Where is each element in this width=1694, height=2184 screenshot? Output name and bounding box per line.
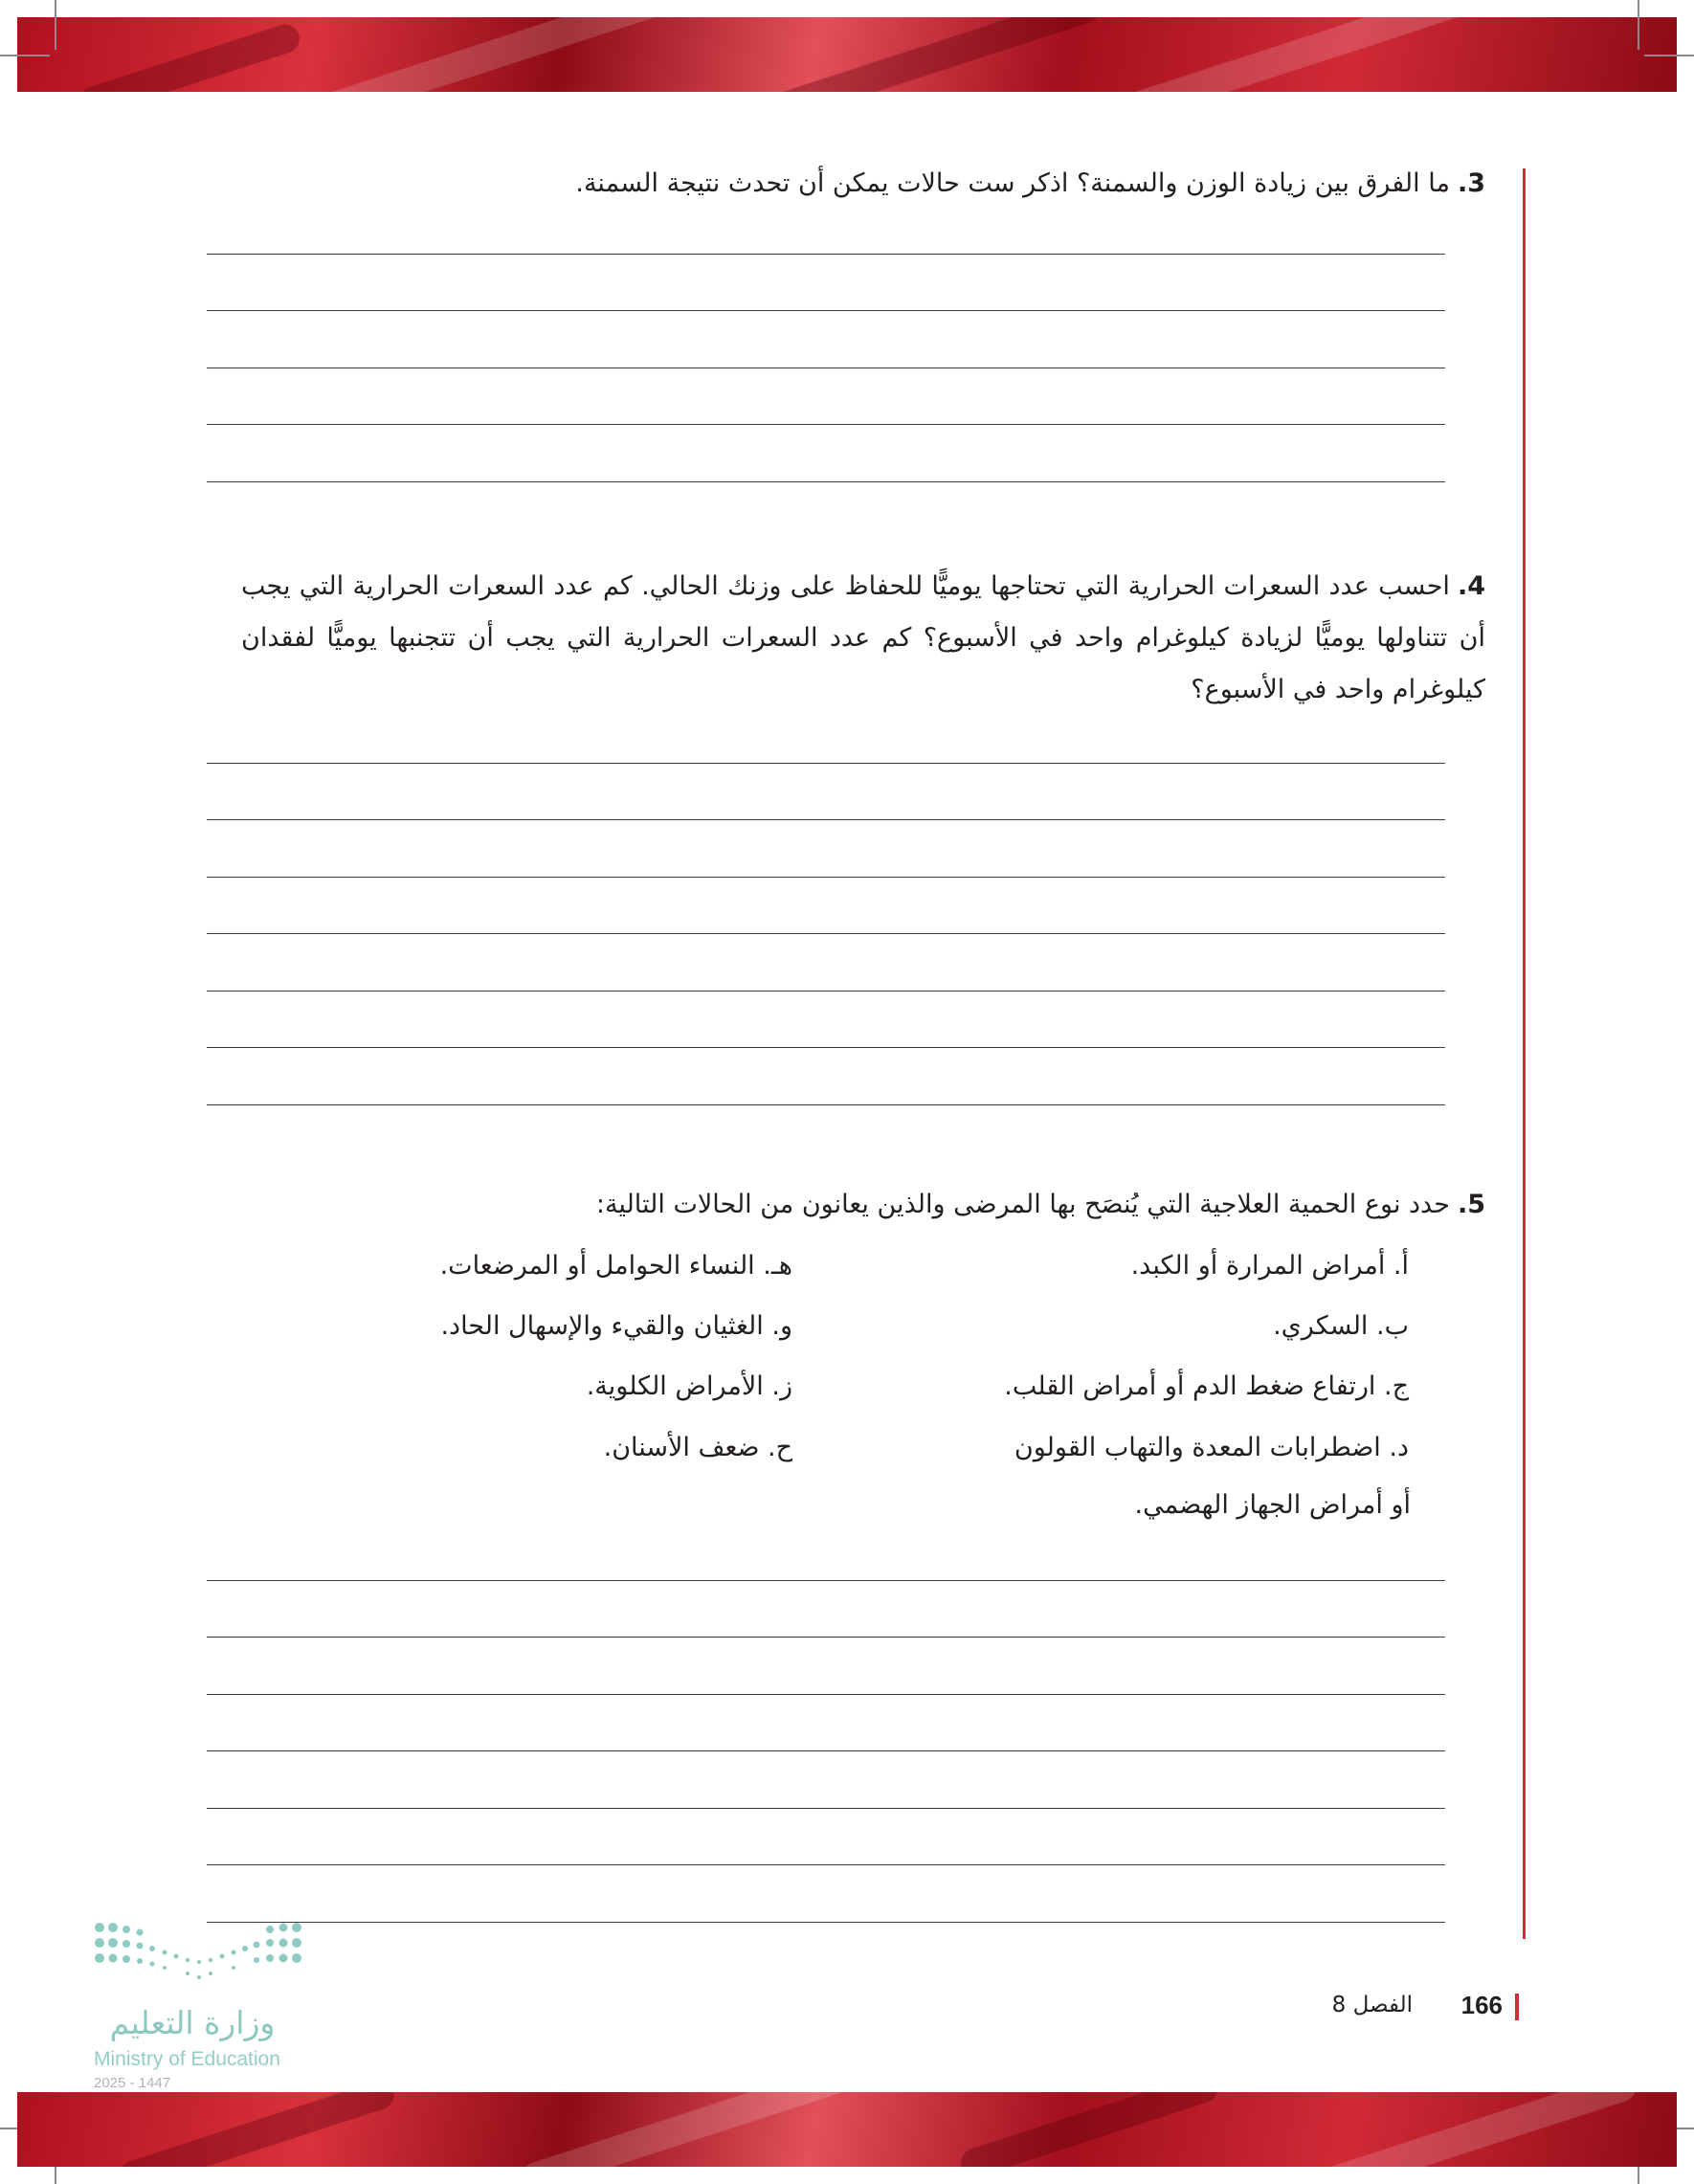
option-d: د. اضطرابات المعدة والتهاب القولون bbox=[1014, 1433, 1409, 1462]
question-3 bbox=[145, 158, 1485, 210]
crop-mark bbox=[55, 0, 56, 50]
question-number: 5. bbox=[1457, 1190, 1485, 1219]
answer-line[interactable] bbox=[207, 1637, 1445, 1638]
answer-line[interactable] bbox=[207, 1922, 1445, 1923]
question-text: ما الفرق بين زيادة الوزن والسمنة؟ اذكر ست حالات يمكن أن تحدث نتيجة السمنة. bbox=[575, 168, 1450, 198]
answer-line[interactable] bbox=[207, 310, 1445, 311]
crop-mark bbox=[1644, 55, 1694, 56]
crop-mark bbox=[0, 55, 50, 56]
bottom-decorative-banner bbox=[17, 2092, 1677, 2167]
margin-accent-bar bbox=[1523, 168, 1526, 1939]
option-e: هـ. النساء الحوامل أو المرضعات. bbox=[439, 1251, 792, 1281]
option-d-continued: أو أمراض الجهاز الهضمي. bbox=[1134, 1490, 1411, 1520]
answer-line[interactable] bbox=[207, 763, 1445, 764]
option-c: ج. ارتفاع ضغط الدم أو أمراض القلب. bbox=[1004, 1371, 1409, 1401]
answer-line[interactable] bbox=[207, 933, 1445, 934]
logo-english-text: Ministry of Education bbox=[94, 2048, 280, 2070]
answer-line[interactable] bbox=[207, 819, 1445, 820]
chapter-label: الفصل 8 bbox=[1331, 1993, 1413, 2017]
question-text: حدد نوع الحمية العلاجية التي يُنصَح بها المرضى والذين يعانون من الحالات التالية: bbox=[595, 1190, 1450, 1219]
answer-line[interactable] bbox=[207, 877, 1445, 878]
ministry-logo bbox=[88, 1918, 318, 2095]
answer-line[interactable] bbox=[207, 254, 1445, 255]
question-number: 3. bbox=[1457, 168, 1485, 198]
top-decorative-banner bbox=[17, 17, 1677, 92]
option-a: أ. أمراض المرارة أو الكبد. bbox=[1130, 1251, 1409, 1281]
page-number-accent bbox=[1515, 1994, 1519, 2020]
answer-line[interactable] bbox=[207, 1808, 1445, 1809]
logo-year: 2025 - 1447 bbox=[94, 2075, 171, 2091]
question-5 bbox=[241, 1179, 1485, 1231]
answer-line[interactable] bbox=[207, 1694, 1445, 1695]
option-h: ح. ضعف الأسنان. bbox=[603, 1433, 792, 1462]
option-b: ب. السكري. bbox=[1273, 1311, 1409, 1341]
answer-line[interactable] bbox=[207, 1750, 1445, 1751]
question-text: احسب عدد السعرات الحرارية التي تحتاجها يوميًّا للحفاظ على وزنك الحالي. كم عدد السعرات الحرارية التي يجب أن تتناولها يوميًّا لزيادة كيلوغرام واحد في الأسبوع؟ كم عدد السعرات الحرارية التي يجب أن تتجنبها يوميًّا لفقدان كيلوغرام واحد في الأسبوع؟ bbox=[241, 571, 1485, 704]
answer-line[interactable] bbox=[207, 1580, 1445, 1581]
answer-line[interactable] bbox=[207, 424, 1445, 425]
option-f: و. الغثيان والقيء والإسهال الحاد. bbox=[440, 1311, 792, 1341]
answer-line[interactable] bbox=[207, 481, 1445, 482]
answer-line[interactable] bbox=[207, 1864, 1445, 1865]
question-4 bbox=[241, 561, 1485, 716]
answer-line[interactable] bbox=[207, 991, 1445, 992]
logo-arabic-text: وزارة التعليم bbox=[109, 2004, 276, 2041]
crop-mark bbox=[1638, 0, 1639, 50]
option-g: ز. الأمراض الكلوية. bbox=[586, 1371, 792, 1401]
page-number: 166 bbox=[1460, 1991, 1503, 2019]
question-number: 4. bbox=[1457, 571, 1485, 601]
answer-line[interactable] bbox=[207, 1047, 1445, 1048]
answer-line[interactable] bbox=[207, 1104, 1445, 1105]
logo-dots-icon bbox=[88, 1918, 308, 1995]
